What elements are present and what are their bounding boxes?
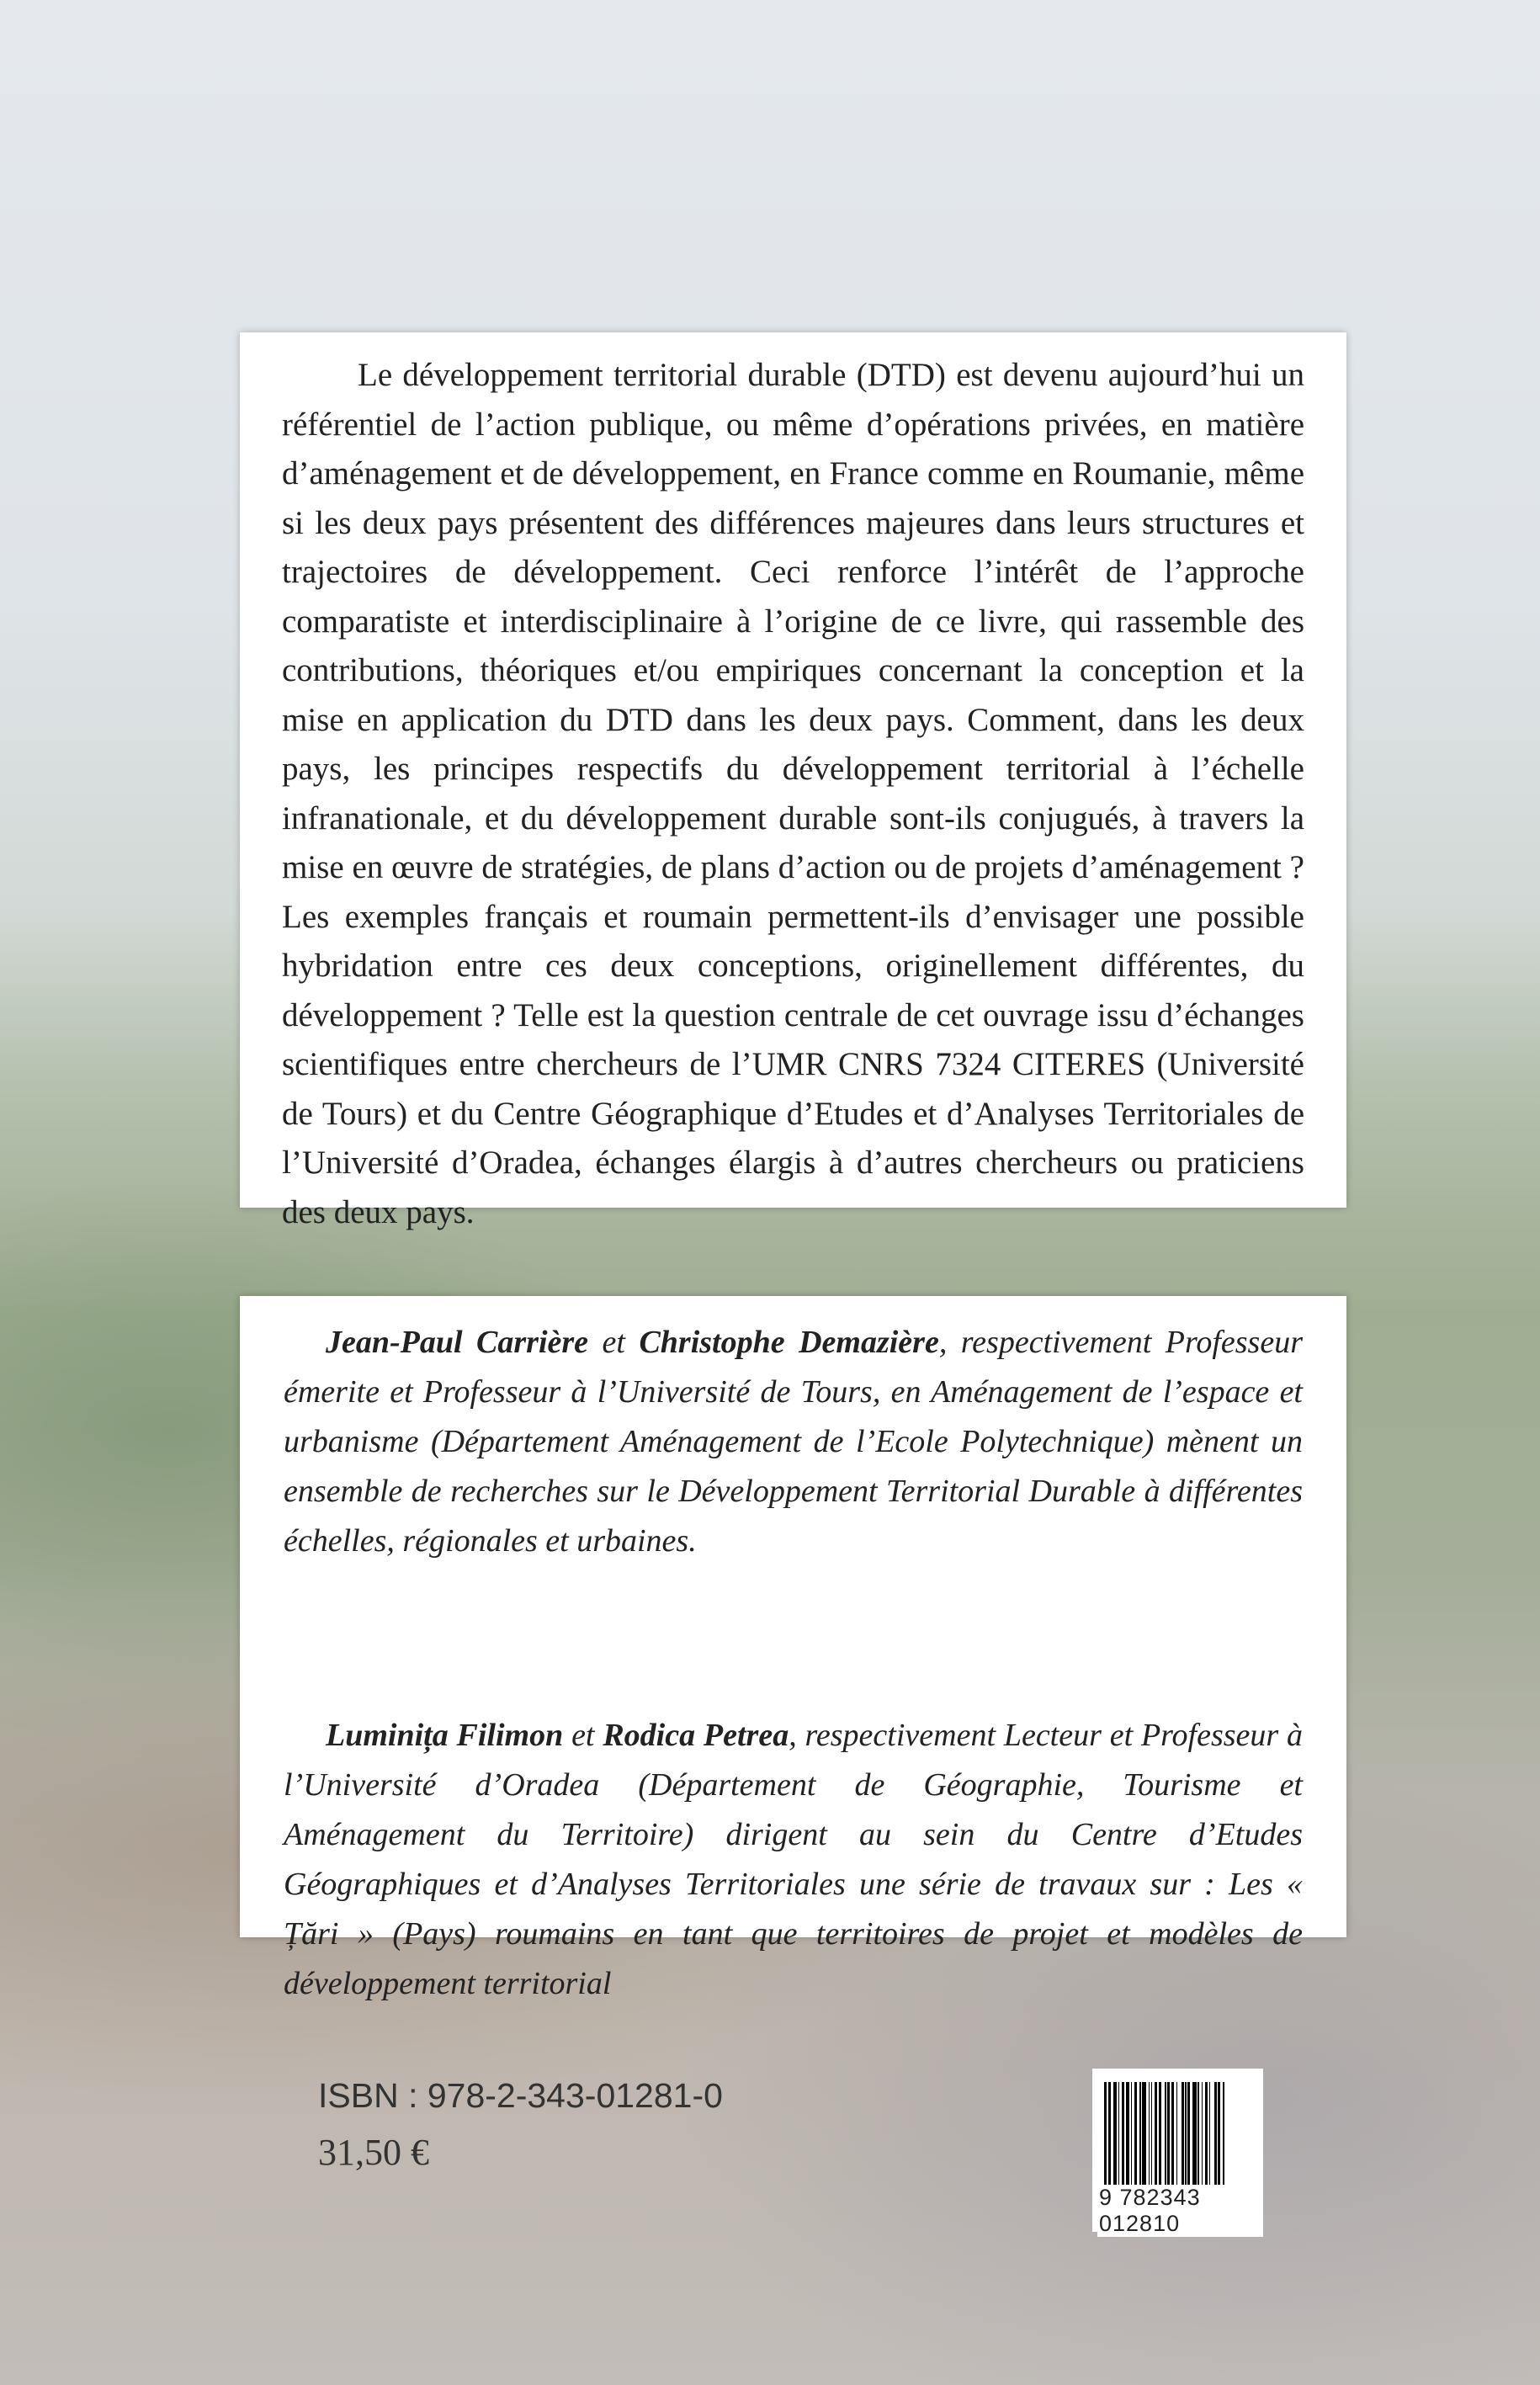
barcode (1092, 2069, 1263, 2236)
bio-text: , respectivement Professeur émerite et Professeur à l’Université de Tours, en Aménagement de l’espace et urbanisme (Département Aménagement de l’Ecole Polytechnique) mènent un ensemble de recherches sur le Développement Territorial Durable à différentes échelles, régionales et urbaines. (284, 1325, 1304, 1559)
author-name: Christophe Demazière (639, 1325, 939, 1360)
price: 31,50 € (318, 2132, 429, 2173)
conjunction: et (563, 1718, 603, 1753)
author-name: Luminița Filimon (326, 1718, 564, 1753)
barcode-digits: 9 782343 012810 (1097, 2185, 1263, 2237)
author-bio-2 (284, 1711, 1303, 2009)
author-name: Rodica Petrea (603, 1718, 789, 1753)
summary-text: Le développement territorial durable (DTD) est devenu aujourd’hui un référentiel de l’action publique, ou même d’opérations privées, en matière d’aménagement et de développement, en France comme en Roumanie, même si les deux pays présentent des différences majeures dans leurs structures et trajectoires de développement. Ceci renforce l’intérêt de l’approche comparatiste et interdisciplinaire à l’origine de ce livre, qui rassemble des contributions, théoriques et/ou empiriques concernant la conception et la mise en application du DTD dans les deux pays. Comment, dans les deux pays, les principes respectifs du développement territorial à l’échelle infranationale, et du développement durable sont-ils conjugués, à travers la mise en œuvre de stratégies, de plans d’action ou de projets d’aménagement ? Les exemples français et roumain permettent-ils d’envisager une possible hybridation entre ces deux conceptions, originellement différentes, du développement ? Telle est la question centrale de cet ouvrage issu d’échanges scientifiques entre chercheurs de l’UMR CNRS 7324 CITERES (Université de Tours) et du Centre Géographique d’Etudes et d’Analyses Territoriales de l’Université d’Oradea, échanges élargis à d’autres chercheurs ou praticiens des deux pays. (282, 357, 1304, 1230)
isbn: ISBN : 978-2-343-01281-0 (318, 2076, 723, 2115)
author-name: Jean-Paul Carrière (326, 1325, 589, 1360)
bio-text: , respectivement Lecteur et Professeur à l’Université d’Oradea (Département de Géographie, Tourisme et Aménagement du Territoire) dirigent au sein du Centre d’Etudes Géographiques et d’Analyses Territoriales une série de travaux sur : Les « Țări » (Pays) roumains en tant que territoires de projet et modèles de développement territorial (284, 1718, 1304, 2001)
author-bio-1 (284, 1318, 1303, 1566)
authors-box (240, 1296, 1346, 2001)
conjunction: et (588, 1325, 640, 1360)
summary-box (240, 332, 1346, 1230)
